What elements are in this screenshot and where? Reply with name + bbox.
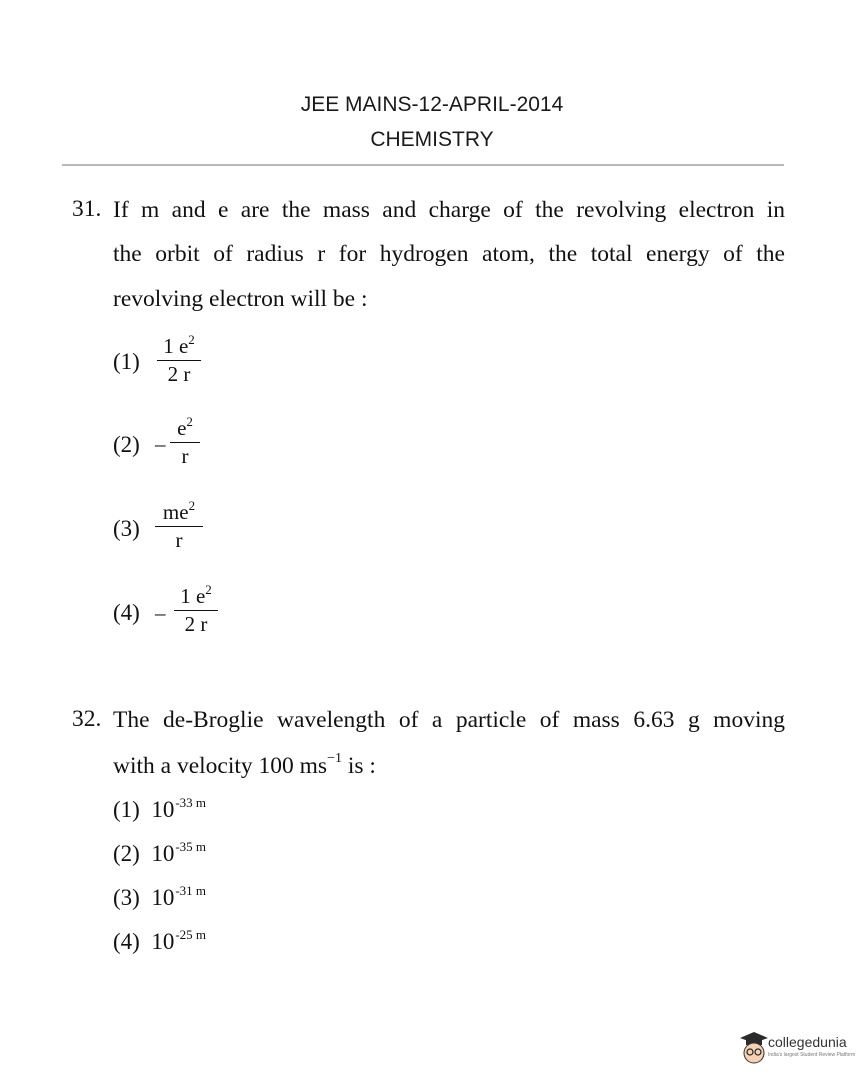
q32-option-4: (4) $10^{-25 m}$ (113, 927, 207, 954)
logo-tagline: India's largest Student Review Platform (768, 1052, 856, 1058)
logo-name: collegedunia (768, 1034, 847, 1050)
q31-option-4-label: (4) (113, 600, 140, 625)
q32-option-2: (2) $10^{-35 m}$ (113, 839, 207, 866)
q31-option-2-fraction: $e^2$ r (170, 418, 200, 467)
divider (62, 164, 784, 166)
q31-line-1: If m and e are the mass and charge of the revolving electron in (113, 197, 785, 223)
q31-option-2-sign: – (155, 432, 166, 456)
q32-number: 32. (72, 706, 102, 732)
q32-line-2: with a velocity 100 $ms^{-1}$ is : (113, 751, 376, 779)
q31-line-3: revolving electron will be : (113, 286, 368, 312)
q32-line-1: The de-Broglie wavelength of a particle of mass 6.63 g moving (113, 707, 785, 733)
q32-option-1: (1) $10^{-33 m}$ (113, 795, 207, 822)
subject-title: CHEMISTRY (370, 128, 494, 151)
q31-option-1-fraction: 1 $e^2$ 2 r (157, 336, 201, 385)
q31-option-2-label: (2) (113, 432, 140, 457)
q31-option-4-sign: – (155, 601, 166, 625)
q31-option-3-fraction: $me^2$ r (155, 502, 203, 551)
q31-option-3-label: (3) (113, 516, 140, 541)
q31-number: 31. (72, 196, 102, 222)
exam-title: JEE MAINS-12-APRIL-2014 (300, 93, 564, 116)
q32-option-3: (3) $10^{-31 m}$ (113, 883, 207, 910)
q31-option-4-fraction: 1 $e^2$ 2 r (174, 586, 218, 635)
q31-option-1-label: (1) (113, 349, 140, 374)
q31-line-2: the orbit of radius r for hydrogen atom, the total energy of the (113, 241, 785, 267)
